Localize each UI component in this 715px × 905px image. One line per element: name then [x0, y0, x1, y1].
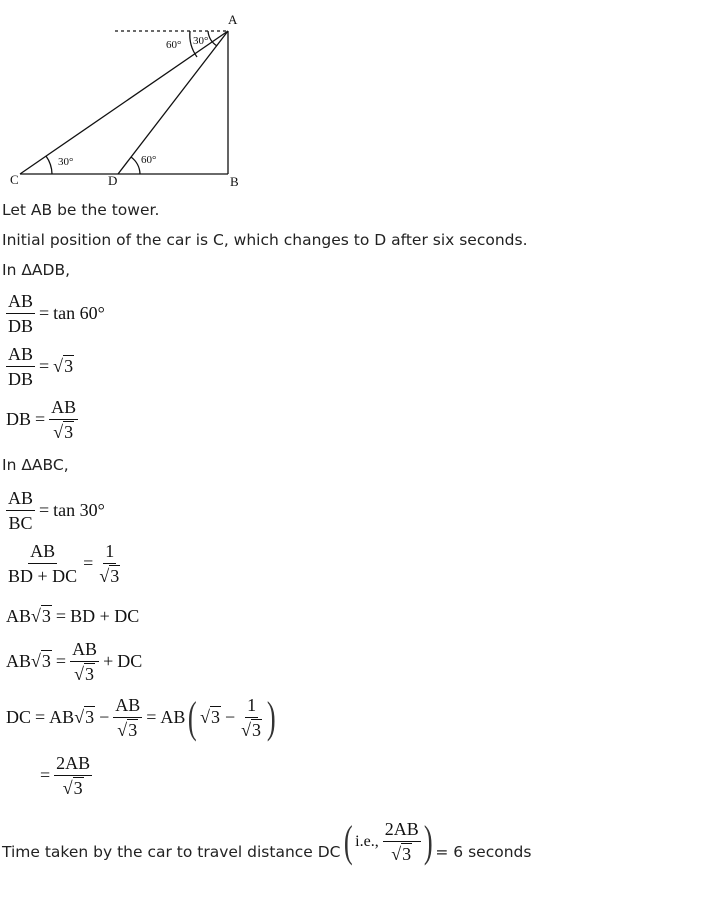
- equation-3: [6, 396, 78, 443]
- angle-label-c-30: 30°: [58, 156, 74, 168]
- numerator: 1: [103, 540, 116, 564]
- sqrt-3: √3: [62, 778, 83, 798]
- equation-2: [6, 343, 74, 390]
- sqrt-3: √3: [53, 356, 74, 376]
- angle-label-d-60: 60°: [141, 154, 157, 166]
- numerator: AB: [49, 396, 78, 420]
- text-line-1: Let AB be the tower.: [2, 201, 160, 219]
- ab: AB: [160, 707, 186, 727]
- dc: DC: [117, 651, 143, 671]
- numerator: AB: [70, 638, 99, 662]
- equals: =: [39, 356, 50, 376]
- final-line: [2, 818, 531, 865]
- label-c: C: [10, 172, 19, 187]
- numerator: 1: [245, 694, 258, 718]
- bd-plus-dc: BD + DC: [70, 606, 140, 626]
- ie-label: i.e.,: [355, 832, 379, 850]
- left-paren: (: [343, 816, 353, 866]
- ie-expression: [341, 818, 436, 865]
- final-result: = 6 seconds: [435, 843, 532, 861]
- final-text: Time taken by the car to travel distance DC: [2, 843, 341, 861]
- equation-6: [6, 606, 139, 627]
- numerator: AB: [28, 540, 57, 564]
- sqrt-3: √3: [200, 707, 220, 727]
- numerator: AB: [113, 694, 142, 718]
- angle-label-a-30: 30°: [193, 35, 209, 47]
- sqrt-3: √3: [74, 664, 95, 684]
- ab: AB: [49, 707, 75, 727]
- equals: =: [55, 606, 67, 626]
- denominator: DB: [8, 369, 34, 389]
- equals: =: [83, 553, 94, 573]
- numerator: 2AB: [383, 818, 421, 842]
- ab: AB: [6, 651, 32, 671]
- angle-arc-c: [46, 156, 52, 174]
- angle-arc-d: [131, 157, 140, 174]
- equals: =: [35, 707, 46, 727]
- numerator: AB: [6, 343, 35, 367]
- label-a: A: [228, 12, 238, 27]
- denominator: BC: [8, 513, 33, 533]
- equation-7: [6, 638, 142, 685]
- denominator: BD + DC: [8, 566, 78, 586]
- sqrt-3: √3: [241, 720, 262, 740]
- equation-1: [6, 290, 105, 337]
- ab: AB: [6, 606, 32, 626]
- sqrt-3: √3: [99, 566, 120, 586]
- text-line-2: Initial position of the car is C, which changes to D after six seconds.: [2, 231, 528, 249]
- db: DB: [6, 409, 32, 429]
- sqrt-3: √3: [391, 844, 412, 864]
- sqrt-3: √3: [74, 707, 95, 727]
- equals: =: [39, 303, 50, 323]
- angle-label-a-60: 60°: [166, 39, 182, 51]
- numerator: 2AB: [54, 752, 92, 776]
- equation-9: [36, 752, 92, 799]
- label-b: B: [230, 174, 239, 189]
- tan-60: tan 60°: [53, 303, 105, 323]
- numerator: AB: [6, 487, 35, 511]
- line-ac: [20, 31, 228, 174]
- tan-30: tan 30°: [53, 500, 105, 520]
- dc: DC: [6, 707, 32, 727]
- left-paren: (: [188, 692, 198, 742]
- plus: +: [103, 651, 114, 671]
- numerator: AB: [6, 290, 35, 314]
- minus: −: [99, 707, 110, 727]
- minus: −: [224, 707, 236, 727]
- text-line-3: In ΔADB,: [2, 261, 71, 279]
- equals: =: [35, 409, 46, 429]
- equals: =: [55, 651, 67, 671]
- equals: =: [40, 765, 51, 785]
- sqrt-3: √3: [53, 422, 74, 442]
- equals: =: [39, 500, 50, 520]
- right-paren: ): [266, 692, 276, 742]
- equation-5: [6, 540, 122, 587]
- sqrt-3: √3: [31, 606, 51, 626]
- equals: =: [146, 707, 157, 727]
- line-ad: [118, 31, 228, 174]
- right-paren: ): [423, 816, 433, 866]
- sqrt-3: √3: [31, 651, 51, 671]
- label-d: D: [108, 173, 118, 188]
- sqrt-3: √3: [117, 720, 138, 740]
- denominator: DB: [8, 316, 34, 336]
- triangle-diagram: [0, 0, 260, 195]
- text-line-4: In ΔABC,: [2, 456, 69, 474]
- equation-4: [6, 487, 105, 534]
- equation-8: [6, 694, 279, 741]
